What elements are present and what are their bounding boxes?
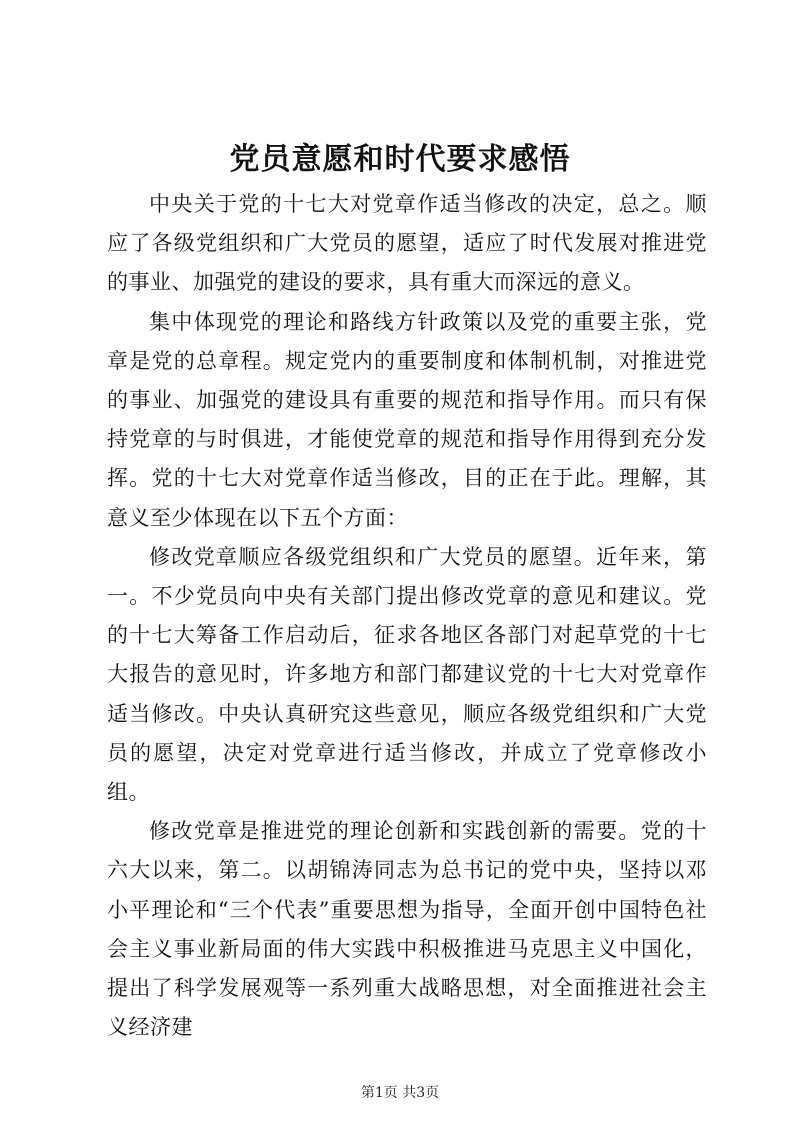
paragraph-2: 集中体现党的理论和路线方针政策以及党的重要主张，党章是党的总章程。规定党内的重要制度和体制机制，对推进党的事业、加强党的建设具有重要的规范和指导作用。而只有保持党章的与时俱进，才能使党章的规范和指导作用得到充分发挥。党的十七大对党章作适当修改，目的正在于此。理解，其意义至少体现在以下五个方面： bbox=[107, 309, 707, 530]
paragraph-1: 中央关于党的十七大对党章作适当修改的决定，总之。顺应了各级党组织和广大党员的愿望，适应了时代发展对推进党的事业、加强党的建设的要求，具有重大而深远的意义。 bbox=[107, 192, 707, 295]
paragraph-3: 修改党章顺应各级党组织和广大党员的愿望。近年来，第一。不少党员向中央有关部门提出修改党章的意见和建议。党的十七大筹备工作启动后，征求各地区各部门对起草党的十七大报告的意见时，许多地方和部门都建议党的十七大对党章作适当修改。中央认真研究这些意见，顺应各级党组织和广大党员的愿望，决定对党章进行适当修改，并成立了党章修改小组。 bbox=[107, 544, 707, 805]
document-title: 党员意愿和时代要求感悟 bbox=[229, 142, 571, 177]
page-footer: 第1页 共3页 bbox=[360, 1085, 440, 1101]
paragraph-4: 修改党章是推进党的理论创新和实践创新的需要。党的十六大以来，第二。以胡锦涛同志为总书记的党中央，坚持以邓小平理论和“三个代表”重要思想为指导，全面开创中国特色社会主义事业新局面的伟大实践中积极推进马克思主义中国化，提出了科学发展观等一系列重大战略思想，对全面推进社会主义经济建 bbox=[107, 819, 707, 1040]
document-body bbox=[107, 185, 707, 1047]
